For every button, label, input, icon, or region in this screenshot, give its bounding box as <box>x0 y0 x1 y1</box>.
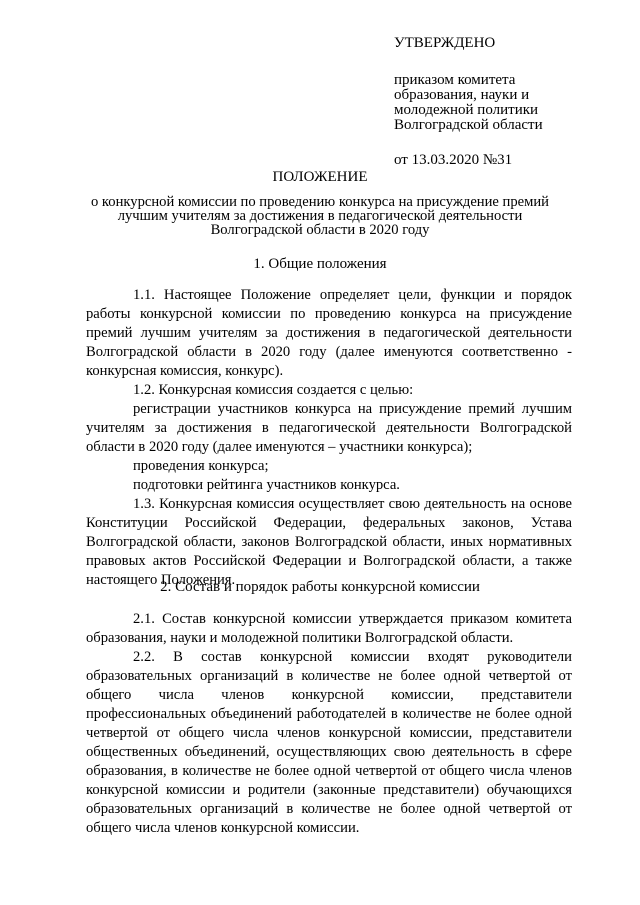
approval-stamp <box>394 36 614 168</box>
section-1-heading: 1. Общие положения <box>253 256 387 272</box>
paragraph-2-1: 2.1. Состав конкурсной комиссии утверждается приказом комитета образования, науки и молодежной политики Волгоградской области. <box>86 611 572 646</box>
document-title: ПОЛОЖЕНИЕ <box>272 169 368 185</box>
paragraph-2-2: 2.2. В состав конкурсной комиссии входят руководители образовательных организаций в количестве не более одной четвертой от общего числа членов конкурсной комиссии, представители профессиональных объединений работодателей в количестве не более одной четвертой от общего числа членов конкурсной комиссии, представители общественных объединений, осуществляющих свою деятельность в сфере образования, в количестве не более одной четвертой от общего числа членов конкурсной комиссии и родители (законные представители) обучающихся образовательных организаций в количестве не более одной четвертой от общего числа членов конкурсной комиссии. <box>86 649 572 836</box>
paragraph-1-1: 1.1. Настоящее Положение определяет цели, функции и порядок работы конкурсной комиссии по проведению конкурса на присуждение премий лучшим учителям за достижения в педагогической деятельности Волгоградской области в 2020 году (далее именуются соответственно - конкурсная комиссия, конкурс). <box>86 287 572 379</box>
list-item: подготовки рейтинга участников конкурса. <box>133 477 400 493</box>
list-item: проведения конкурса; <box>133 458 269 474</box>
approval-line: образования, науки и <box>394 87 530 103</box>
approval-heading: УТВЕРЖДЕНО <box>394 35 496 51</box>
order-date: от 13.03.2020 №31 <box>394 152 513 168</box>
section-2-body <box>86 610 572 838</box>
section-2-heading: 2. Состав и порядок работы конкурсной комиссии <box>160 579 480 595</box>
subtitle-line: лучшим учителям за достижения в педагогической деятельности <box>117 208 523 224</box>
section-1-body <box>86 286 572 590</box>
list-item: регистрации участников конкурса на присуждение премий лучшим учителям за достижения в педагогической деятельности Волгоградской области в 2020 году (далее именуются – участники конкурса); <box>86 401 572 455</box>
approval-line: Волгоградской области <box>394 117 543 133</box>
approval-line: приказом комитета <box>394 72 516 88</box>
document-subtitle <box>60 195 580 237</box>
paragraph-1-2: 1.2. Конкурсная комиссия создается с целью: <box>133 382 414 398</box>
subtitle-line: о конкурсной комиссии по проведению конкурса на присуждение премий <box>90 194 549 210</box>
subtitle-line: Волгоградской области в 2020 году <box>210 222 430 238</box>
paragraph-1-3: 1.3. Конкурсная комиссия осуществляет свою деятельность на основе Конституции Российской Федерации, федеральных законов, Устава Волгоградской области, законов Волгоградской области, иных нормативных правовых актов Российской Федерации и Волгоградской области, а также настоящего Положения. <box>86 496 572 588</box>
approval-line: молодежной политики <box>394 102 539 118</box>
